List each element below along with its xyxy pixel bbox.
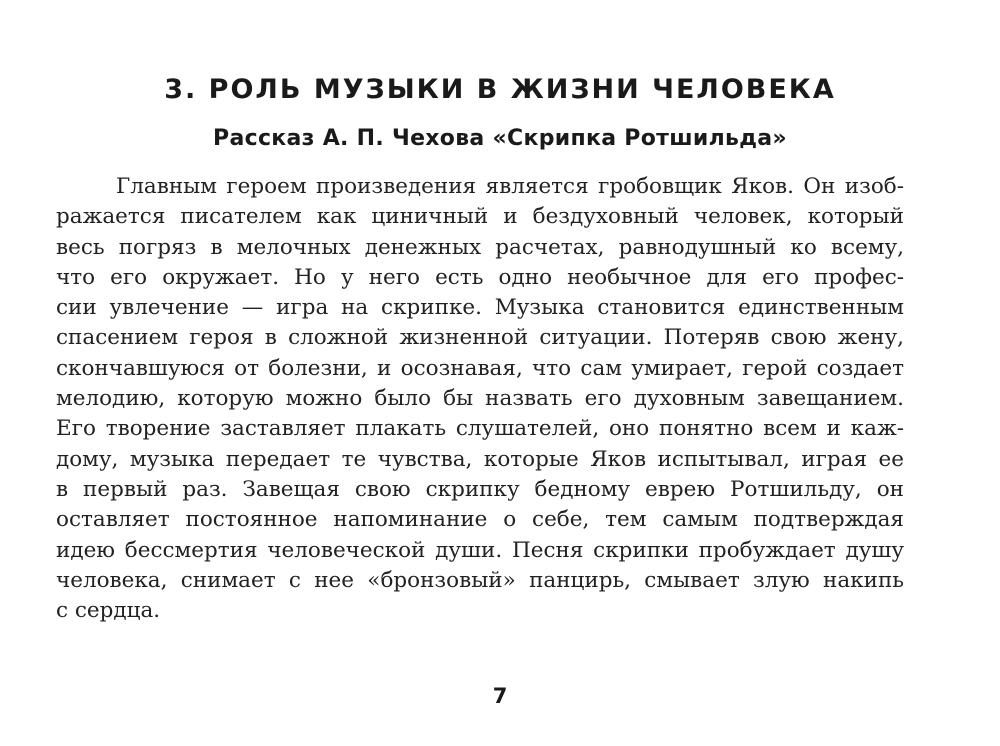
paragraph-line: Его творение заставляет плакать слушателей, оно понятно всем и каж- xyxy=(56,416,904,442)
paragraph-line: человека, снимает с нее «бронзовый» панцирь, смывает злую накипь xyxy=(56,567,904,593)
paragraph-line: сии увлечение — игра на скрипке. Музыка становится единственным xyxy=(56,295,904,321)
paragraph-line: скончавшуюся от болезни, и осознавая, что сам умирает, герой создает xyxy=(56,355,904,381)
page-number: 7 xyxy=(492,684,508,708)
paragraph-line: весь погряз в мелочных денежных расчетах, равнодушный ко всему, xyxy=(56,234,904,260)
paragraph-line: в первый раз. Завещая свою скрипку бедному еврею Ротшильду, он xyxy=(56,476,904,502)
chapter-title: 3. РОЛЬ МУЗЫКИ В ЖИЗНИ ЧЕЛОВЕКА xyxy=(164,74,836,105)
paragraph-line: с сердца. xyxy=(56,598,161,624)
body-paragraph xyxy=(56,172,904,626)
paragraph-line: идею бессмертия человеческой души. Песня скрипки пробуждает душу xyxy=(56,537,904,563)
paragraph-line: спасением героя в сложной жизненной ситуации. Потеряв свою жену, xyxy=(56,325,904,351)
paragraph-line: мелодию, которую можно было бы назвать его духовным завещанием. xyxy=(56,386,904,412)
paragraph-line: дому, музыка передает те чувства, которые Яков испытывал, играя ее xyxy=(56,446,904,472)
paragraph-line: оставляет постоянное напоминание о себе, тем самым подтверждая xyxy=(56,507,904,533)
paragraph-line: Главным героем произведения является гробовщик Яков. Он изоб- xyxy=(116,174,904,199)
chapter-subtitle: Рассказ А. П. Чехова «Скрипка Ротшильда» xyxy=(213,126,787,151)
paragraph-line: ражается писателем как циничный и бездуховный человек, который xyxy=(56,204,904,230)
paragraph-line: что его окружает. Но у него есть одно необычное для его профес- xyxy=(56,264,904,290)
